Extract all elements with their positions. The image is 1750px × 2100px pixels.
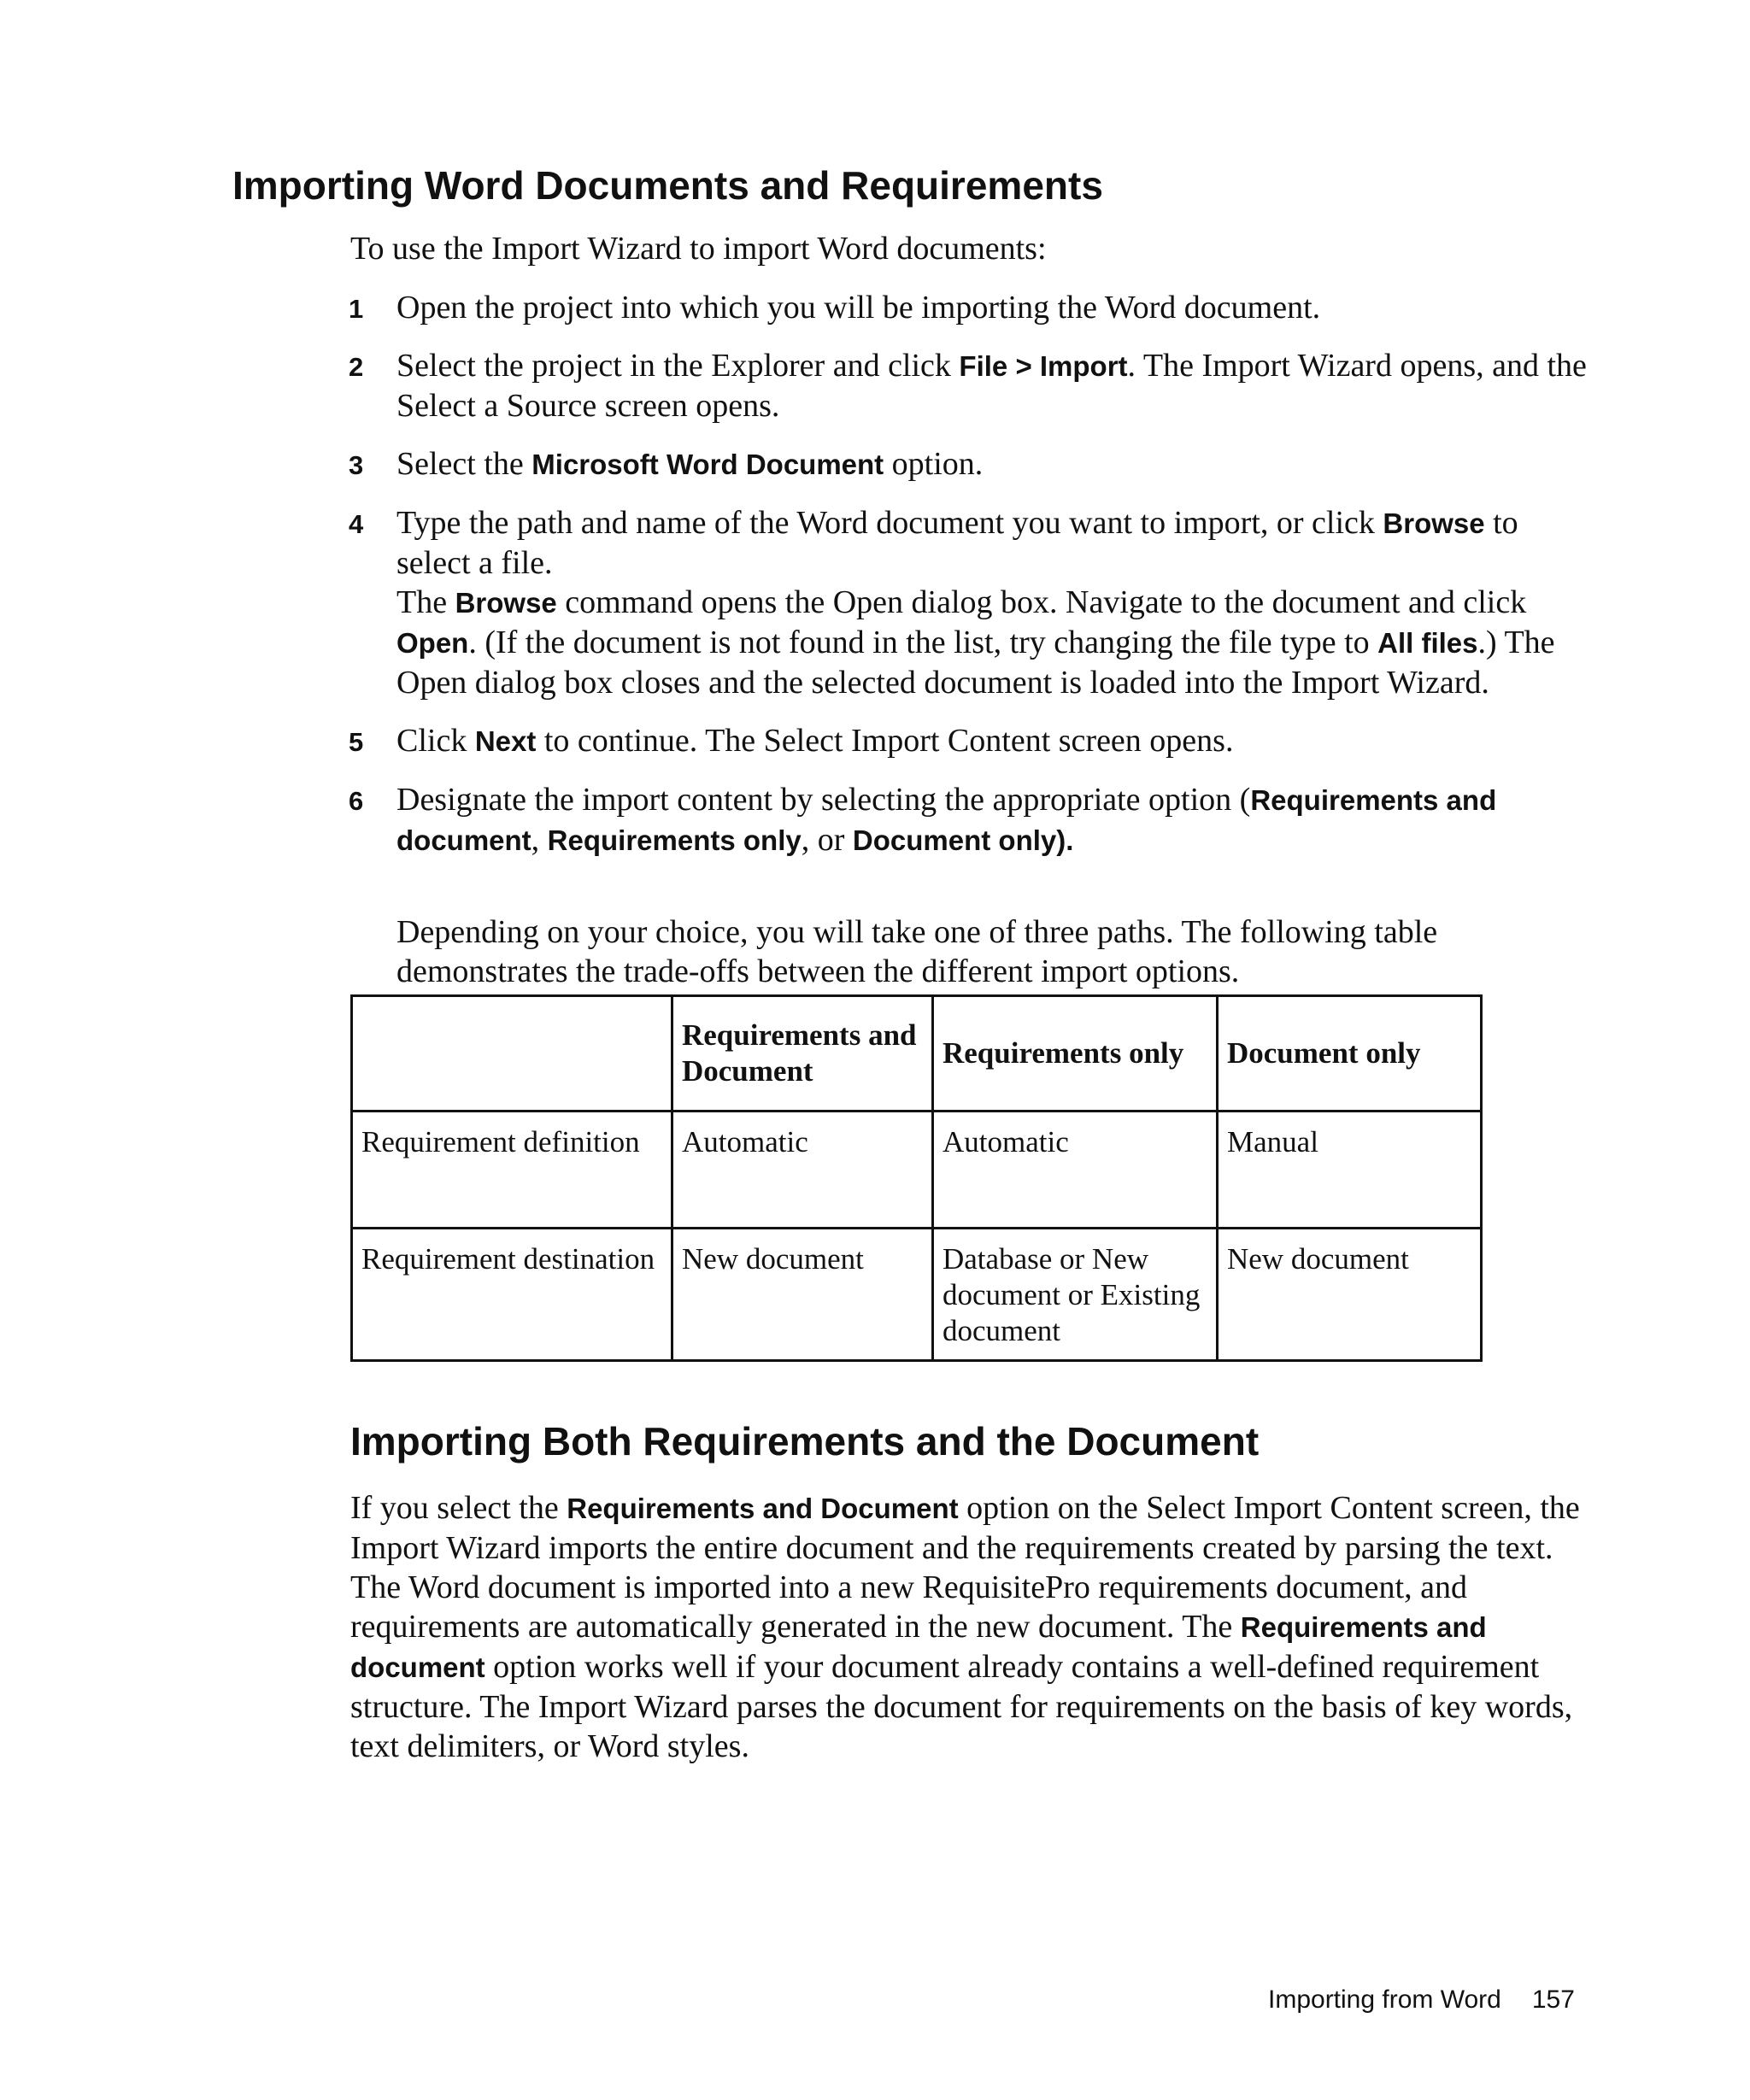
list-item: [349, 444, 1596, 484]
table-header-cell: Requirements only: [933, 996, 1218, 1112]
body-text: option on the Select Import Content screen, the Import Wizard imports the entire document and the requirements created by parsing the text. The Word document is imported into a new RequisitePro requirements document, and requirements are automatically generated in the new document. The: [350, 1490, 1580, 1645]
menu-path: File > Import: [959, 350, 1128, 382]
table-cell: Manual: [1218, 1112, 1482, 1229]
step-text: to select a file.: [396, 505, 1518, 581]
table-cell: Automatic: [933, 1112, 1218, 1229]
table-cell: Database or New document or Existing document: [933, 1229, 1218, 1361]
step-text: .) The Open dialog box closes and the selected document is loaded into the Import Wizard.: [396, 625, 1555, 701]
page-footer: [1268, 1986, 1575, 2015]
table-row: [352, 1112, 1482, 1229]
table-header-cell: Requirements and Document: [672, 996, 933, 1112]
footer-section-title: Importing from Word: [1268, 1986, 1501, 2014]
button-name: Next: [474, 725, 537, 757]
table-header-cell: [352, 996, 672, 1112]
step-text: to continue. The Select Import Content screen opens.: [536, 723, 1234, 759]
list-item: [349, 288, 1596, 327]
step-text: option.: [884, 446, 984, 482]
import-options-table: [350, 994, 1483, 1362]
table-row: [352, 1229, 1482, 1361]
button-name: Open: [396, 627, 469, 659]
option-name: Document only).: [852, 824, 1074, 856]
table-cell: New document: [672, 1229, 933, 1361]
step-number: 4: [349, 509, 364, 539]
option-name: Requirements only: [547, 824, 802, 856]
button-name: Browse: [1383, 507, 1485, 539]
step-text: The: [396, 584, 455, 620]
steps-list: [349, 288, 1596, 879]
step-text: Click: [396, 723, 475, 759]
step-text: . (If the document is not found in the list, try changing the file type to: [468, 625, 1378, 660]
page-number: 157: [1531, 1986, 1575, 2014]
step-text: ,: [531, 822, 548, 858]
page-heading: Importing Word Documents and Requirements: [232, 163, 1103, 208]
step-number: 1: [349, 294, 364, 324]
section-heading: Importing Both Requirements and the Document: [350, 1419, 1260, 1464]
step-text: command opens the Open dialog box. Navigate to the document and click: [556, 584, 1527, 620]
step-text: Open the project into which you will be importing the Word document.: [396, 290, 1321, 326]
body-text: option works well if your document already contains a well-defined requirement structure. The Import Wizard parses the document for requirements on the basis of key words, text delimiters, or Word styles.: [350, 1649, 1573, 1764]
option-name: Microsoft Word Document: [531, 449, 884, 480]
table-cell: New document: [1218, 1229, 1482, 1361]
step-text: . The Import Wizard opens, and the Select a Source screen opens.: [396, 348, 1587, 424]
list-item: [349, 503, 1596, 702]
step-text: , or: [801, 822, 853, 858]
option-name: Requirements and document: [350, 1611, 1487, 1683]
section-body: [350, 1488, 1581, 1766]
list-item: [349, 721, 1596, 761]
step-text: Designate the import content by selecting the appropriate option (: [396, 782, 1251, 818]
table-cell: Requirement definition: [352, 1112, 672, 1229]
step-number: 6: [349, 786, 364, 816]
list-item: [349, 780, 1596, 860]
table-header-cell: Document only: [1218, 996, 1482, 1112]
step-number: 5: [349, 727, 364, 757]
option-name: Requirements and Document: [567, 1493, 959, 1524]
step-number: 2: [349, 352, 364, 382]
step6-paragraph: Depending on your choice, you will take one of three paths. The following table demonstrates the trade-offs between the different import options.: [396, 914, 1438, 989]
step-text: Select the project in the Explorer and click: [396, 348, 960, 384]
option-name: Requirements and document: [396, 784, 1497, 856]
table-cell: Requirement destination: [352, 1229, 672, 1361]
step-text: Type the path and name of the Word document you want to import, or click: [396, 505, 1383, 541]
list-item: [349, 346, 1596, 425]
table-cell: Automatic: [672, 1112, 933, 1229]
step-number: 3: [349, 450, 364, 480]
step-text: Select the: [396, 446, 532, 482]
button-name: Browse: [455, 587, 557, 619]
intro-text: To use the Import Wizard to import Word documents:: [350, 231, 1047, 267]
option-name: All files: [1377, 627, 1478, 659]
table-header-row: [352, 996, 1482, 1112]
body-text: If you select the: [350, 1490, 567, 1526]
